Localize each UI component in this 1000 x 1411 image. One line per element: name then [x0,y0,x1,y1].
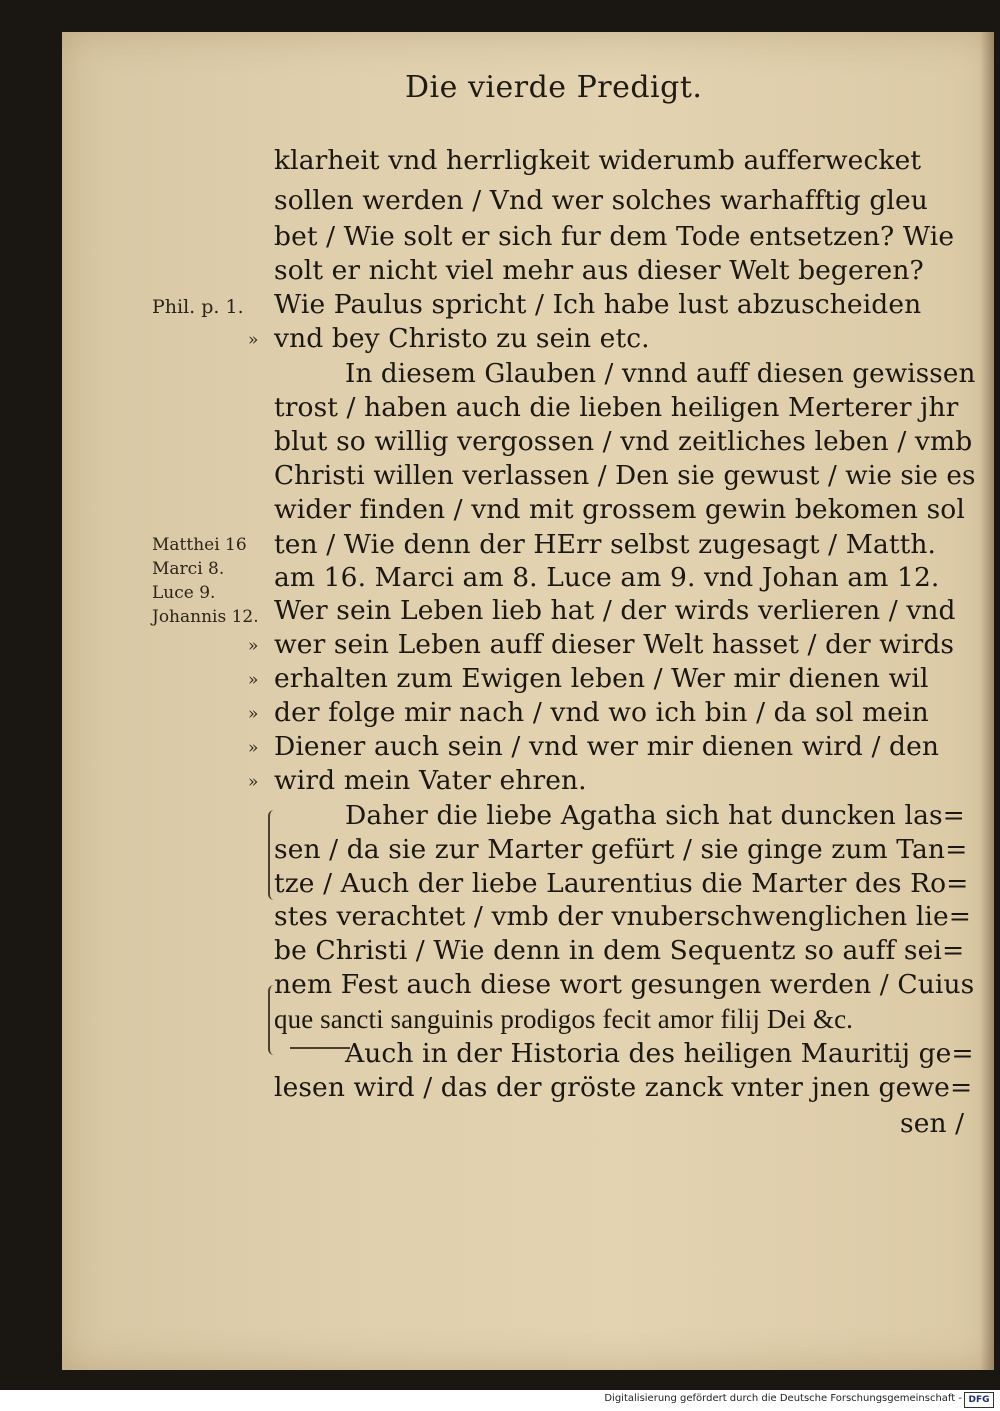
catchword: sen / [900,1108,965,1139]
text-line: vnd bey Christo zu sein etc. [274,323,650,354]
running-head: Die vierde Predigt. [405,70,703,105]
text-line: sen / da sie zur Marter gefürt / sie ginge zum Tan= [274,834,968,865]
text-line: bet / Wie solt er sich fur dem Tode entsetzen? Wie [274,221,955,252]
handwritten-stroke [290,1047,350,1049]
quote-mark: » [248,636,259,656]
text-line: In diesem Glauben / vnnd auff diesen gewissen [345,358,976,389]
handwritten-bracket [268,810,278,900]
text-line: Christi willen verlassen / Den sie gewust / wie sie es [274,460,976,491]
handwritten-bracket [268,985,278,1055]
quote-mark: » [248,772,259,792]
text-line: lesen wird / das der gröste zanck vnter jnen gewe= [274,1072,973,1103]
quote-mark: » [248,670,259,690]
text-line: wider finden / vnd mit grossem gewin bekomen sol [274,494,965,525]
quote-mark: » [248,330,259,350]
text-line: klarheit vnd herrligkeit widerumb aufferwecket [274,145,922,176]
text-line: Wer sein Leben lieb hat / der wirds verlieren / vnd [274,595,956,626]
marginal-note: Luce 9. [152,583,216,603]
text-line: stes verachtet / vmb der vnuberschwenglichen lie= [274,901,972,932]
text-line: nem Fest auch diese wort gesungen werden / Cuius [274,969,975,1000]
marginal-note: Matthei 16 [152,535,247,555]
text-line: erhalten zum Ewigen leben / Wer mir dienen wil [274,663,929,694]
marginal-note: Marci 8. [152,559,225,579]
dfg-logo: DFG [964,1392,994,1408]
text-line: Diener auch sein / vnd wer mir dienen wird / den [274,731,940,762]
text-line-latin: que sancti sanguinis prodigos fecit amor filij Dei &c. [274,1004,854,1034]
marginal-note: Johannis 12. [152,607,259,627]
text-line: wird mein Vater ehren. [274,765,587,796]
quote-mark: » [248,738,259,758]
marginal-note: Phil. p. 1. [152,296,244,318]
quote-mark: » [248,704,259,724]
text-line: blut so willig vergossen / vnd zeitliches leben / vmb [274,426,973,457]
text-line: der folge mir nach / vnd wo ich bin / da sol mein [274,697,929,728]
text-line: be Christi / Wie denn in dem Sequentz so auff sei= [274,935,965,966]
text-line: trost / haben auch die lieben heiligen Merterer jhr [274,392,959,423]
text-line: tze / Auch der liebe Laurentius die Marter des Ro= [274,868,969,899]
text-line: wer sein Leben auff dieser Welt hasset / der wirds [274,629,955,660]
footer-bar [0,1390,1000,1411]
text-line: Daher die liebe Agatha sich hat duncken las= [345,800,965,831]
text-line: Wie Paulus spricht / Ich habe lust abzuscheiden [274,289,922,320]
text-line: sollen werden / Vnd wer solches warhafftig gleu [274,185,928,216]
funding-notice: Digitalisierung gefördert durch die Deutsche Forschungsgemeinschaft - [604,1393,962,1404]
text-line: solt er nicht viel mehr aus dieser Welt begeren? [274,255,924,286]
text-line: Auch in der Historia des heiligen Mauritij ge= [345,1038,974,1069]
text-line: am 16. Marci am 8. Luce am 9. vnd Johan am 12. [274,562,940,593]
text-line: ten / Wie denn der HErr selbst zugesagt / Matth. [274,529,937,560]
